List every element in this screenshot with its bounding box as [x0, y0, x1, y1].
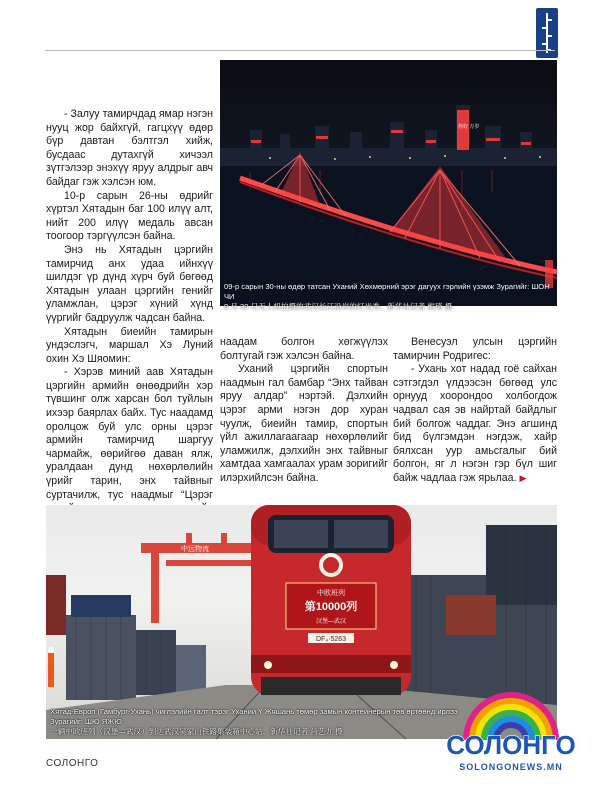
header-rule [45, 50, 555, 51]
article-end-icon: ▶ [519, 472, 527, 483]
paragraph: наадам болгон хөгжүүлэх болтугай гэж хэлсэн байна. [220, 336, 388, 362]
bridge-photo-caption [220, 282, 557, 311]
article-column-2 [220, 336, 388, 486]
crane-sign-text: 中远物流 [181, 546, 209, 553]
paragraph: - Хэрэв миний аав Хятадын цэргийн армийн өнөөдрийн хэр түвшинг олж харсан бол туйлын ихээр баярлах байх. Тус наадамд оролцож буй улс орны цэрэг армийн тамирчид шаргуу чармайж, өөрийгөө даван ялж, уралдаан дунд нөхөрлөлийн үрийг тарин, энх тайвныг суртачилж, тус наадмыг “Цэрэг [46, 366, 213, 501]
article-column-3 [393, 336, 557, 486]
solongo-brand-logo [436, 682, 586, 782]
paragraph: Энэ нь Хятадын цэргийн тамирчид анх удаа ийнхүү шилдэг үр дүнд хүрч буй бөгөөд Хятадын улаан цэргийн генийг уламжлан, цэрэг хүний хүнд үүргийг бадруулж чадсан байна. [46, 243, 213, 324]
paragraph: Уханий цэргийн спортын наадмын гал бамбар “Энх тайван яруу алдар” нэртэй. Дэлхийн цэрэг арми нэгэн дор хуран чуулж, биеийн тамир, спортын үйл ажиллагаагаар нөхөрлөлийг уламжилж, дэлхийн энх тайвныг хамтдаа хамгаалах урам зоригийг илэрхийлсэн байна. [220, 363, 388, 484]
rainbow-icon [436, 682, 586, 782]
train-photo-caption [48, 707, 472, 737]
paragraph-text: - Ухань хот надад гоё сайхан сэтгэгдэл үлдээсэн бөгөөд улс орнууд хоорондоо холбогдож чадвал сая эв найртай байдлыг бий болгож чаддаг. Энэ агшинд бид бүлгэмдэн нэгдэж, хайр бялхсан уур амьсгалыг бий болгон, яг л нэгэн гэр бүл шиг байж чадлаа гэж ярьлаа. [393, 363, 557, 484]
brand-url: SOLONGONEWS.MN [459, 762, 563, 772]
article-column-1 [46, 108, 213, 529]
loco-number: DF₄·5263 [315, 636, 347, 643]
paragraph [393, 363, 557, 485]
bridge-night-photo [220, 60, 557, 311]
bridge-caption-cn: 9 月 30 日无人机拍摄的武汉长江沿岸的灯光秀。新华社记者 熊琦 摄 [224, 302, 453, 311]
paragraph: Венесуэл улсын цэргийн тамирчин Родригес: [393, 336, 557, 362]
train-plate-line-1: 中欧班列 [317, 590, 345, 597]
train-caption-cn: 一辆中欧班列（汉堡—武汉）到达武汉吴家山铁路集装箱中心站。新华社记者 肖艺九 摄 [50, 727, 343, 736]
paragraph: - Залуу тамирчдад ямар нэгэн нууц жор байхгүй, гагцхүү өдөр бүр давтан бэлтгэл хийж, бусдаас дутахгүй хичээл зүтгэлээр энэхүү яруу алдрыг авч байдаг гэж хэлсэн юм. [46, 108, 213, 188]
tower-sign-text: 你好 万岁 [458, 124, 480, 130]
bridge-caption-mn: 09-р сарын 30-ны өдөр татсан Уханий Хөхмөрний эрэг дагуух гэрлийн үзэмж Зурагийг: ШОН ЧИ [224, 282, 550, 301]
paragraph: Хятадын биеийн тамирын ундэслэгч, маршал Хэ Луний охин Хэ Шяомин: [46, 325, 213, 365]
train-plate-line-3: 汉堡—武汉 [315, 619, 347, 625]
train-plate-line-2: 第10000列 [304, 601, 358, 613]
paragraph: 10-р сарын 26-ны өдрийг хүртэл Хятадын баг 100 илүү алт, нийт 200 илүү медаль авсан тоогоор тэргүүлсэн байна. [46, 189, 213, 243]
train-caption-mn: Хятад-Европ (Гамбург-Ухань) чиглэлийн галт тэрэг Уханий Ү Жяшань төмөр замын контейнерын төв өртөөнд ирлээ Зурагийг: ШЮ ЯЖЮ [50, 707, 458, 726]
footer-magazine-name: СОЛОНГО [46, 758, 99, 769]
brand-name: СОЛОНГО [446, 730, 576, 760]
